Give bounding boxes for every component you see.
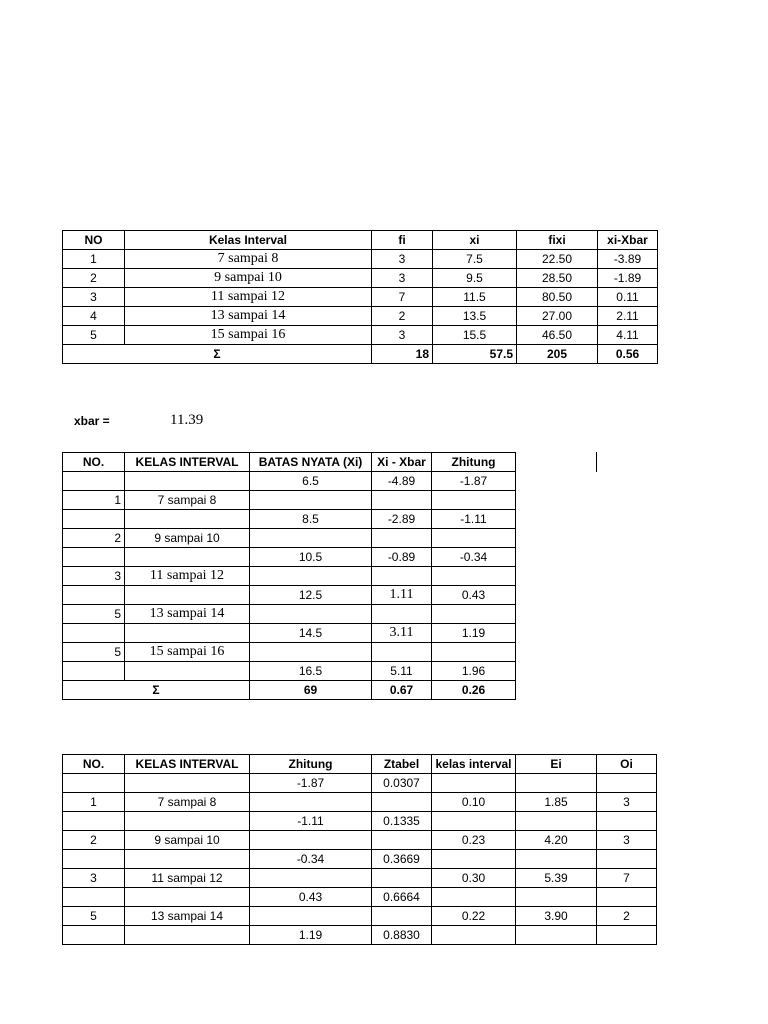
cell-fixi: 46.50 bbox=[517, 326, 598, 345]
cell-kelas-interval: 11 sampai 12 bbox=[125, 288, 372, 307]
cell-xi-xbar bbox=[372, 643, 432, 662]
cell-batas-nyata: 8.5 bbox=[250, 510, 372, 529]
cell-xi-xbar: 4.11 bbox=[598, 326, 658, 345]
cell-fi: 2 bbox=[372, 307, 433, 326]
cell-zhitung: -1.11 bbox=[250, 812, 372, 831]
cell-batas-nyata: 12.5 bbox=[250, 586, 372, 605]
cell-zhitung: -1.11 bbox=[432, 510, 516, 529]
cell-ei bbox=[516, 774, 597, 793]
sigma-symbol: Σ bbox=[63, 681, 250, 700]
cell-kelas-interval bbox=[125, 472, 250, 491]
cell-no: 1 bbox=[63, 793, 125, 812]
table-row bbox=[63, 850, 657, 869]
cell-ei bbox=[516, 850, 597, 869]
cell-kelas-interval bbox=[125, 888, 250, 907]
cell-oi bbox=[597, 774, 657, 793]
cell-kelas-interval bbox=[125, 548, 250, 567]
table-row bbox=[63, 812, 657, 831]
cell-luas-kelas bbox=[432, 888, 516, 907]
cell-kelas-interval: 15 sampai 16 bbox=[125, 326, 372, 345]
cell-no bbox=[63, 850, 125, 869]
cell-zhitung bbox=[250, 793, 372, 812]
cell-luas-kelas: 0.22 bbox=[432, 907, 516, 926]
cell-no bbox=[63, 812, 125, 831]
cell-luas-kelas bbox=[432, 926, 516, 945]
cell-batas-nyata: 14.5 bbox=[250, 624, 372, 643]
cell-no bbox=[63, 472, 125, 491]
cell-xi-xbar: 5.11 bbox=[372, 662, 432, 681]
table-row bbox=[63, 307, 658, 326]
table-row bbox=[63, 605, 516, 624]
cell-kelas-interval bbox=[125, 774, 250, 793]
sigma-symbol: Σ bbox=[63, 345, 372, 364]
table-row bbox=[63, 662, 516, 681]
header-cell: Xi - Xbar bbox=[372, 453, 432, 472]
table-row bbox=[63, 831, 657, 850]
table-row bbox=[63, 793, 657, 812]
header-cell: KELAS INTERVAL bbox=[125, 453, 250, 472]
cell-xi: 15.5 bbox=[433, 326, 517, 345]
cell-no bbox=[63, 624, 125, 643]
frequency-table bbox=[62, 230, 658, 364]
cell-xi-xbar: 2.11 bbox=[598, 307, 658, 326]
cell-oi bbox=[597, 812, 657, 831]
table-header-row bbox=[63, 755, 657, 774]
header-cell: KELAS INTERVAL bbox=[125, 755, 250, 774]
cell-ei bbox=[516, 926, 597, 945]
total-row bbox=[63, 681, 516, 700]
cell-kelas-interval bbox=[125, 586, 250, 605]
table-row bbox=[63, 926, 657, 945]
cell-xi-xbar bbox=[372, 529, 432, 548]
cell-batas-nyata: 10.5 bbox=[250, 548, 372, 567]
cell-xi: 11.5 bbox=[433, 288, 517, 307]
header-cell: Oi bbox=[597, 755, 657, 774]
ztabel-table bbox=[62, 754, 657, 945]
text-cursor bbox=[596, 452, 597, 472]
total-zhitung: 0.26 bbox=[432, 681, 516, 700]
cell-ei bbox=[516, 888, 597, 907]
cell-fixi: 80.50 bbox=[517, 288, 598, 307]
cell-batas-nyata: 6.5 bbox=[250, 472, 372, 491]
cell-no: 3 bbox=[63, 869, 125, 888]
cell-batas-nyata bbox=[250, 529, 372, 548]
cell-fi: 3 bbox=[372, 326, 433, 345]
cell-ztabel bbox=[372, 831, 432, 850]
header-cell: fi bbox=[372, 231, 433, 250]
cell-xi-xbar bbox=[372, 605, 432, 624]
cell-ztabel: 0.0307 bbox=[372, 774, 432, 793]
table-row bbox=[63, 907, 657, 926]
header-cell: Ei bbox=[516, 755, 597, 774]
header-cell: BATAS NYATA (Xi) bbox=[250, 453, 372, 472]
cell-xi: 9.5 bbox=[433, 269, 517, 288]
table-row bbox=[63, 888, 657, 907]
cell-kelas-interval: 13 sampai 14 bbox=[125, 907, 250, 926]
cell-fixi: 22.50 bbox=[517, 250, 598, 269]
cell-xi-xbar: -3.89 bbox=[598, 250, 658, 269]
header-cell: Kelas Interval bbox=[125, 231, 372, 250]
cell-zhitung bbox=[432, 643, 516, 662]
cell-ztabel: 0.3669 bbox=[372, 850, 432, 869]
table-header-row bbox=[63, 453, 516, 472]
cell-kelas-interval: 11 sampai 12 bbox=[125, 567, 250, 586]
table-row bbox=[63, 869, 657, 888]
cell-no: 3 bbox=[63, 288, 125, 307]
cell-luas-kelas bbox=[432, 774, 516, 793]
table-row bbox=[63, 326, 658, 345]
cell-xi-xbar: 3.11 bbox=[372, 624, 432, 643]
header-cell: NO. bbox=[63, 755, 125, 774]
cell-batas-nyata: 16.5 bbox=[250, 662, 372, 681]
cell-kelas-interval: 9 sampai 10 bbox=[125, 529, 250, 548]
cell-ztabel bbox=[372, 907, 432, 926]
header-cell: Zhitung bbox=[432, 453, 516, 472]
cell-xi: 13.5 bbox=[433, 307, 517, 326]
cell-zhitung bbox=[250, 831, 372, 850]
cell-batas-nyata bbox=[250, 567, 372, 586]
cell-luas-kelas bbox=[432, 850, 516, 869]
cell-ei: 5.39 bbox=[516, 869, 597, 888]
cell-batas-nyata bbox=[250, 605, 372, 624]
table-row bbox=[63, 529, 516, 548]
header-cell: Ztabel bbox=[372, 755, 432, 774]
header-cell: fixi bbox=[517, 231, 598, 250]
cell-luas-kelas: 0.23 bbox=[432, 831, 516, 850]
table-row bbox=[63, 288, 658, 307]
table-row bbox=[63, 643, 516, 662]
cell-zhitung bbox=[250, 907, 372, 926]
table-row bbox=[63, 548, 516, 567]
cell-no: 2 bbox=[63, 269, 125, 288]
cell-zhitung bbox=[432, 567, 516, 586]
table-row bbox=[63, 250, 658, 269]
cell-kelas-interval: 11 sampai 12 bbox=[125, 869, 250, 888]
header-cell: xi bbox=[433, 231, 517, 250]
cell-kelas-interval bbox=[125, 624, 250, 643]
cell-xi-xbar: -0.89 bbox=[372, 548, 432, 567]
header-cell: NO bbox=[63, 231, 125, 250]
table-row bbox=[63, 269, 658, 288]
cell-ei: 1.85 bbox=[516, 793, 597, 812]
cell-ei: 4.20 bbox=[516, 831, 597, 850]
cell-zhitung bbox=[432, 529, 516, 548]
cell-xi-xbar bbox=[372, 491, 432, 510]
cell-zhitung: 1.19 bbox=[250, 926, 372, 945]
cell-zhitung: -0.34 bbox=[432, 548, 516, 567]
cell-kelas-interval: 9 sampai 10 bbox=[125, 269, 372, 288]
cell-oi: 3 bbox=[597, 831, 657, 850]
cell-no: 2 bbox=[63, 831, 125, 850]
cell-luas-kelas bbox=[432, 812, 516, 831]
cell-zhitung: -1.87 bbox=[250, 774, 372, 793]
header-cell: NO. bbox=[63, 453, 125, 472]
table-row bbox=[63, 567, 516, 586]
cell-ei: 3.90 bbox=[516, 907, 597, 926]
cell-no bbox=[63, 662, 125, 681]
cell-ztabel bbox=[372, 869, 432, 888]
cell-kelas-interval bbox=[125, 510, 250, 529]
cell-zhitung: 1.96 bbox=[432, 662, 516, 681]
cell-xi-xbar bbox=[372, 567, 432, 586]
cell-zhitung: 1.19 bbox=[432, 624, 516, 643]
cell-xi-xbar: -2.89 bbox=[372, 510, 432, 529]
cell-kelas-interval: 15 sampai 16 bbox=[125, 643, 250, 662]
cell-kelas-interval bbox=[125, 662, 250, 681]
header-cell: Zhitung bbox=[250, 755, 372, 774]
cell-ztabel: 0.8830 bbox=[372, 926, 432, 945]
cell-ei bbox=[516, 812, 597, 831]
xbar-label: xbar = bbox=[74, 414, 110, 428]
cell-ztabel: 0.6664 bbox=[372, 888, 432, 907]
total-xi-xbar: 0.56 bbox=[598, 345, 658, 364]
table-row bbox=[63, 510, 516, 529]
cell-zhitung: -1.87 bbox=[432, 472, 516, 491]
cell-no bbox=[63, 548, 125, 567]
cell-no bbox=[63, 510, 125, 529]
cell-xi-xbar: -4.89 bbox=[372, 472, 432, 491]
cell-no bbox=[63, 888, 125, 907]
cell-no: 2 bbox=[63, 529, 125, 548]
cell-xi-xbar: 0.11 bbox=[598, 288, 658, 307]
table-row bbox=[63, 624, 516, 643]
table-row bbox=[63, 774, 657, 793]
cell-no: 5 bbox=[63, 605, 125, 624]
cell-no: 4 bbox=[63, 307, 125, 326]
cell-fixi: 28.50 bbox=[517, 269, 598, 288]
cell-kelas-interval bbox=[125, 812, 250, 831]
total-fi: 18 bbox=[372, 345, 433, 364]
cell-fi: 3 bbox=[372, 250, 433, 269]
cell-oi bbox=[597, 888, 657, 907]
cell-kelas-interval: 9 sampai 10 bbox=[125, 831, 250, 850]
cell-kelas-interval: 7 sampai 8 bbox=[125, 491, 250, 510]
table-row bbox=[63, 491, 516, 510]
cell-xi: 7.5 bbox=[433, 250, 517, 269]
cell-xi-xbar: 1.11 bbox=[372, 586, 432, 605]
cell-no bbox=[63, 926, 125, 945]
cell-fi: 7 bbox=[372, 288, 433, 307]
cell-kelas-interval: 13 sampai 14 bbox=[125, 307, 372, 326]
cell-zhitung: 0.43 bbox=[250, 888, 372, 907]
cell-luas-kelas: 0.10 bbox=[432, 793, 516, 812]
cell-fi: 3 bbox=[372, 269, 433, 288]
cell-batas-nyata bbox=[250, 491, 372, 510]
cell-no bbox=[63, 586, 125, 605]
cell-zhitung bbox=[250, 869, 372, 888]
table-row bbox=[63, 472, 516, 491]
cell-kelas-interval: 7 sampai 8 bbox=[125, 250, 372, 269]
cell-zhitung: 0.43 bbox=[432, 586, 516, 605]
total-xi: 57.5 bbox=[433, 345, 517, 364]
cell-oi bbox=[597, 926, 657, 945]
cell-kelas-interval bbox=[125, 850, 250, 869]
cell-no: 1 bbox=[63, 491, 125, 510]
cell-oi: 2 bbox=[597, 907, 657, 926]
xbar-value: 11.39 bbox=[170, 412, 204, 428]
cell-luas-kelas: 0.30 bbox=[432, 869, 516, 888]
cell-kelas-interval: 7 sampai 8 bbox=[125, 793, 250, 812]
cell-zhitung: -0.34 bbox=[250, 850, 372, 869]
cell-ztabel: 0.1335 bbox=[372, 812, 432, 831]
cell-fixi: 27.00 bbox=[517, 307, 598, 326]
cell-no: 5 bbox=[63, 326, 125, 345]
cell-no: 5 bbox=[63, 907, 125, 926]
total-row bbox=[63, 345, 658, 364]
total-batas-nyata: 69 bbox=[250, 681, 372, 700]
total-xi-xbar: 0.67 bbox=[372, 681, 432, 700]
cell-kelas-interval bbox=[125, 926, 250, 945]
cell-xi-xbar: -1.89 bbox=[598, 269, 658, 288]
cell-no: 5 bbox=[63, 643, 125, 662]
cell-oi: 7 bbox=[597, 869, 657, 888]
total-fixi: 205 bbox=[517, 345, 598, 364]
cell-oi bbox=[597, 850, 657, 869]
header-cell: kelas interval bbox=[432, 755, 516, 774]
cell-ztabel bbox=[372, 793, 432, 812]
table-row bbox=[63, 586, 516, 605]
cell-batas-nyata bbox=[250, 643, 372, 662]
table-header-row bbox=[63, 231, 658, 250]
cell-no: 3 bbox=[63, 567, 125, 586]
batas-nyata-table bbox=[62, 452, 516, 700]
cell-oi: 3 bbox=[597, 793, 657, 812]
header-cell: xi-Xbar bbox=[598, 231, 658, 250]
cell-kelas-interval: 13 sampai 14 bbox=[125, 605, 250, 624]
cell-no: 1 bbox=[63, 250, 125, 269]
cell-no bbox=[63, 774, 125, 793]
cell-zhitung bbox=[432, 491, 516, 510]
cell-zhitung bbox=[432, 605, 516, 624]
